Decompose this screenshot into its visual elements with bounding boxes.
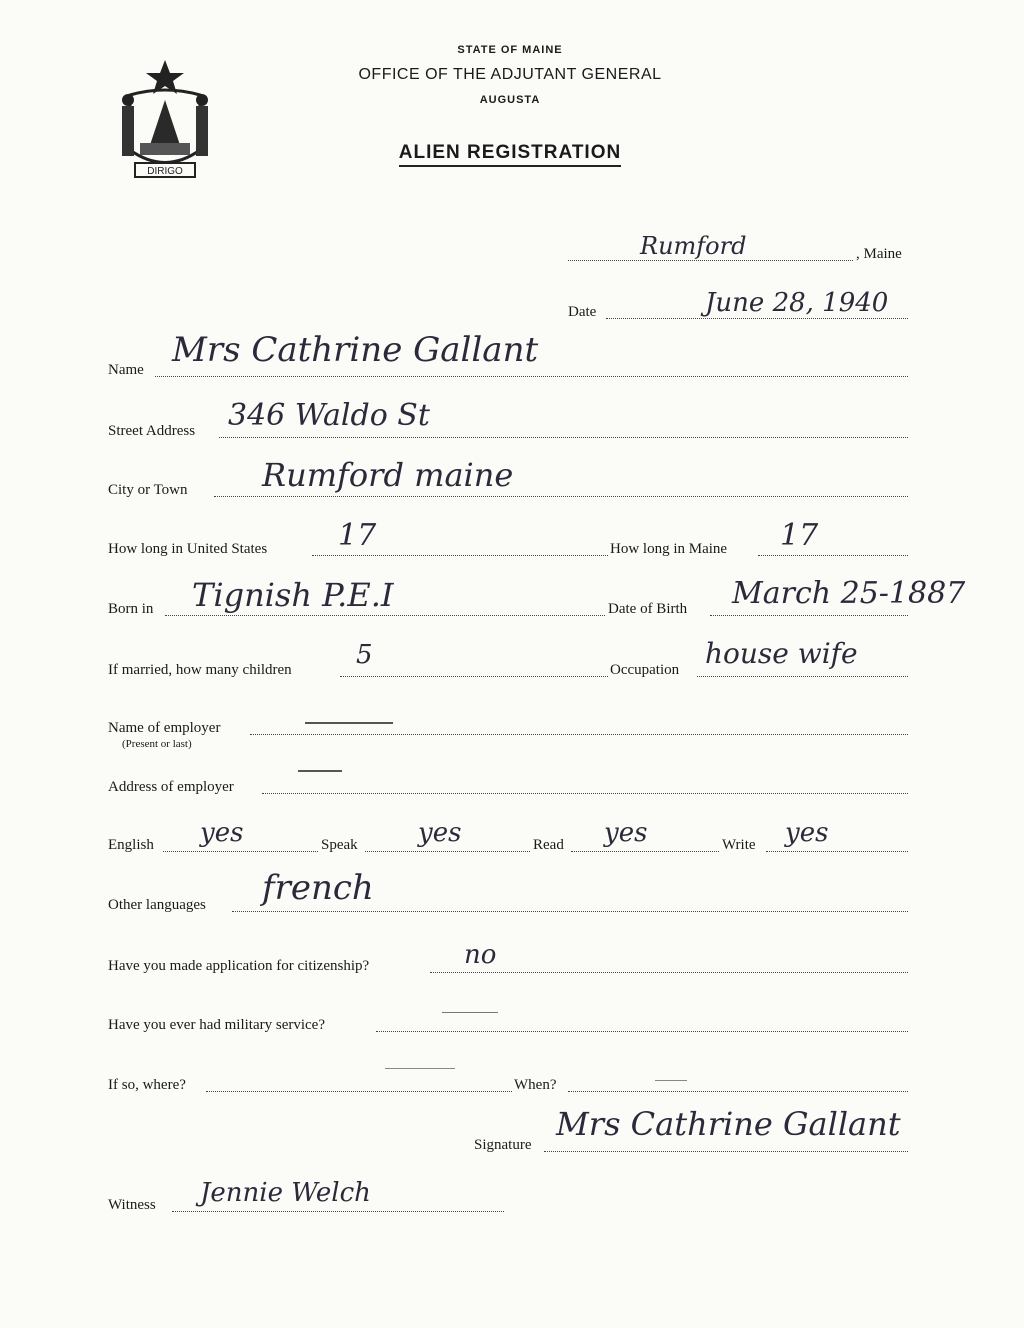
how-long-us-value: 17	[338, 518, 377, 553]
other-languages-value: french	[262, 868, 374, 908]
read-line	[571, 851, 719, 852]
how-long-maine-label: How long in Maine	[610, 541, 728, 557]
date-value: June 28, 1940	[705, 288, 889, 318]
signature-line	[544, 1151, 908, 1152]
citizenship-line	[430, 972, 908, 973]
state-heading: STATE OF MAINE	[457, 44, 563, 56]
when-dash	[655, 1080, 687, 1081]
employer-note: (Present or last)	[122, 738, 192, 750]
maine-state-seal-icon	[110, 55, 220, 185]
write-label: Write	[722, 837, 756, 853]
citizenship-value: no	[464, 940, 497, 970]
when-label: When?	[514, 1077, 557, 1093]
speak-label: Speak	[321, 837, 358, 853]
dob-label: Date of Birth	[608, 601, 688, 617]
witness-label: Witness	[108, 1197, 156, 1213]
when-line	[568, 1091, 908, 1092]
employer-address-line	[262, 793, 908, 794]
citizenship-label: Have you made application for citizenship?	[108, 958, 370, 974]
name-line	[155, 376, 908, 377]
english-value: yes	[200, 818, 244, 848]
occupation-value: house wife	[705, 637, 858, 670]
street-line	[219, 437, 908, 438]
street-value: 346 Waldo St	[228, 398, 430, 433]
town-line	[568, 260, 853, 261]
form-title	[330, 142, 690, 164]
city-value: Rumford maine	[262, 456, 514, 494]
dob-value: March 25-1887	[732, 576, 966, 611]
military-label: Have you ever had military service?	[108, 1017, 325, 1033]
name-value: Mrs Cathrine Gallant	[172, 330, 539, 370]
children-line	[340, 676, 608, 677]
witness-value: Jennie Welch	[200, 1178, 371, 1208]
employer-line	[250, 734, 908, 735]
street-label: Street Address	[108, 423, 196, 439]
dob-line	[710, 615, 908, 616]
read-label: Read	[533, 837, 564, 853]
born-in-label: Born in	[108, 601, 154, 617]
city-line	[214, 496, 908, 497]
name-label: Name	[108, 362, 144, 378]
english-line	[163, 851, 318, 852]
how-long-maine-value: 17	[780, 518, 819, 553]
speak-line	[365, 851, 530, 852]
how-long-us-line	[312, 555, 608, 556]
signature-label: Signature	[474, 1137, 532, 1153]
other-languages-label: Other languages	[108, 897, 206, 913]
employer-address-dash	[298, 770, 342, 772]
how-long-maine-line	[758, 555, 908, 556]
how-long-us-label: How long in United States	[108, 541, 268, 557]
date-label: Date	[568, 304, 597, 320]
write-line	[766, 851, 908, 852]
maine-label: , Maine	[856, 246, 902, 262]
english-label: English	[108, 837, 154, 853]
seal-banner: DIRIGO	[147, 166, 183, 177]
children-value: 5	[356, 640, 373, 670]
where-line	[206, 1091, 512, 1092]
employer-address-label: Address of employer	[108, 779, 234, 795]
other-languages-line	[232, 911, 908, 912]
date-line	[606, 318, 908, 319]
born-in-line	[165, 615, 605, 616]
city-heading: AUGUSTA	[479, 94, 541, 106]
where-label: If so, where?	[108, 1077, 186, 1093]
speak-value: yes	[418, 818, 462, 848]
military-line	[376, 1031, 908, 1032]
military-dash	[442, 1012, 498, 1013]
write-value: yes	[785, 818, 829, 848]
office-heading: OFFICE OF THE ADJUTANT GENERAL	[358, 66, 662, 83]
signature-value: Mrs Cathrine Gallant	[556, 1105, 901, 1143]
employer-label: Name of employer	[108, 720, 221, 736]
born-in-value: Tignish P.E.I	[192, 576, 394, 614]
city-label: City or Town	[108, 482, 188, 498]
where-dash	[385, 1068, 455, 1069]
occupation-line	[697, 676, 908, 677]
children-label: If married, how many children	[108, 662, 292, 678]
employer-dash	[305, 722, 393, 724]
occupation-label: Occupation	[610, 662, 680, 678]
read-value: yes	[604, 818, 648, 848]
form-title-text: ALIEN REGISTRATION	[399, 142, 621, 167]
witness-line	[172, 1211, 504, 1212]
town-value: Rumford	[640, 232, 747, 260]
